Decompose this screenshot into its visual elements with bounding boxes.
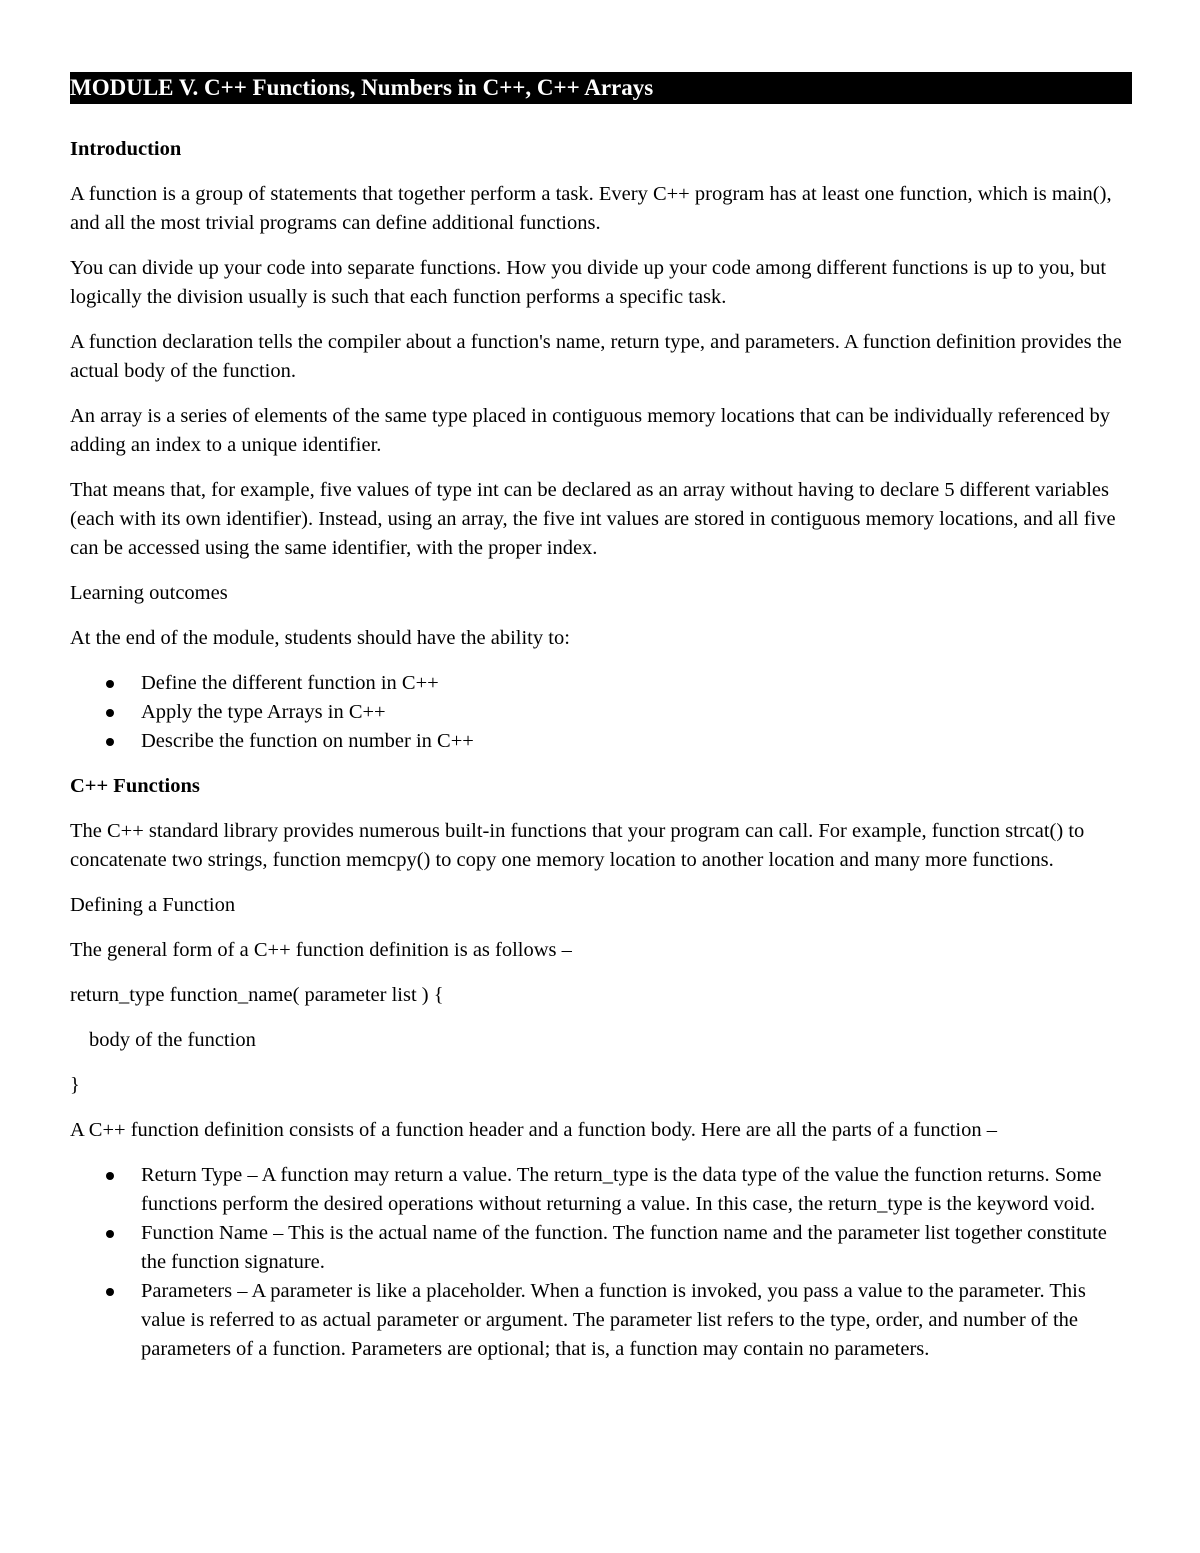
learning-outcomes-lead: At the end of the module, students should have the ability to: [70, 627, 570, 649]
list-item: Define the different function in C++ [70, 669, 1132, 698]
list-item: Apply the type Arrays in C++ [70, 698, 1132, 727]
intro-paragraph: An array is a series of elements of the same type placed in contiguous memory locations that can be individually referenced by adding an index to a unique identifier. [70, 405, 1111, 456]
cpp-functions-heading: C++ Functions [70, 775, 200, 797]
definition-parts-lead: A C++ function definition consists of a function header and a function body. Here are all the parts of a function – [70, 1119, 997, 1141]
code-line-body: body of the function [89, 1029, 256, 1051]
general-form-text: The general form of a C++ function definition is as follows – [70, 939, 572, 961]
intro-paragraph: That means that, for example, five values of type int can be declared as an array without having to declare 5 different variables (each with its own identifier). Instead, using an array, the five int values are stored in contiguous memory locations, and all five can be accessed using the same identifier, with the proper index. [70, 479, 1116, 559]
intro-paragraph: You can divide up your code into separate functions. How you divide up your code among different functions is up to you, but logically the division usually is such that each function performs a specific task. [70, 257, 1107, 308]
learning-outcomes-list [70, 669, 1132, 756]
list-item: Describe the function on number in C++ [70, 727, 1132, 756]
learning-outcomes-heading: Learning outcomes [70, 582, 228, 604]
functions-intro-paragraph: The C++ standard library provides numerous built-in functions that your program can call. For example, function strcat() to concatenate two strings, function memcpy() to copy one memory location to another location and many more functions. [70, 820, 1085, 871]
intro-paragraph: A function declaration tells the compiler about a function's name, return type, and parameters. A function definition provides the actual body of the function. [70, 331, 1122, 382]
definition-parts-list [70, 1161, 1132, 1364]
code-line-close: } [70, 1074, 80, 1096]
list-item: Return Type – A function may return a value. The return_type is the data type of the value the function returns. Some functions perform the desired operations without returning a value. In this case, the return_type is the keyword void. [70, 1161, 1132, 1219]
list-item: Parameters – A parameter is like a placeholder. When a function is invoked, you pass a value to the parameter. This value is referred to as actual parameter or argument. The parameter list refers to the type, order, and number of the parameters of a function. Parameters are optional; that is, a function may contain no parameters. [70, 1277, 1132, 1364]
intro-paragraph: A function is a group of statements that together perform a task. Every C++ program has at least one function, which is main(), and all the most trivial programs can define additional functions. [70, 183, 1112, 234]
code-line-signature: return_type function_name( parameter list ) { [70, 984, 444, 1006]
page-content [70, 72, 1132, 1380]
list-item: Function Name – This is the actual name of the function. The function name and the parameter list together constitute the function signature. [70, 1219, 1132, 1277]
defining-function-heading: Defining a Function [70, 894, 236, 916]
module-title: MODULE V. C++ Functions, Numbers in C++, C++ Arrays [70, 72, 1132, 104]
introduction-heading: Introduction [70, 138, 182, 160]
